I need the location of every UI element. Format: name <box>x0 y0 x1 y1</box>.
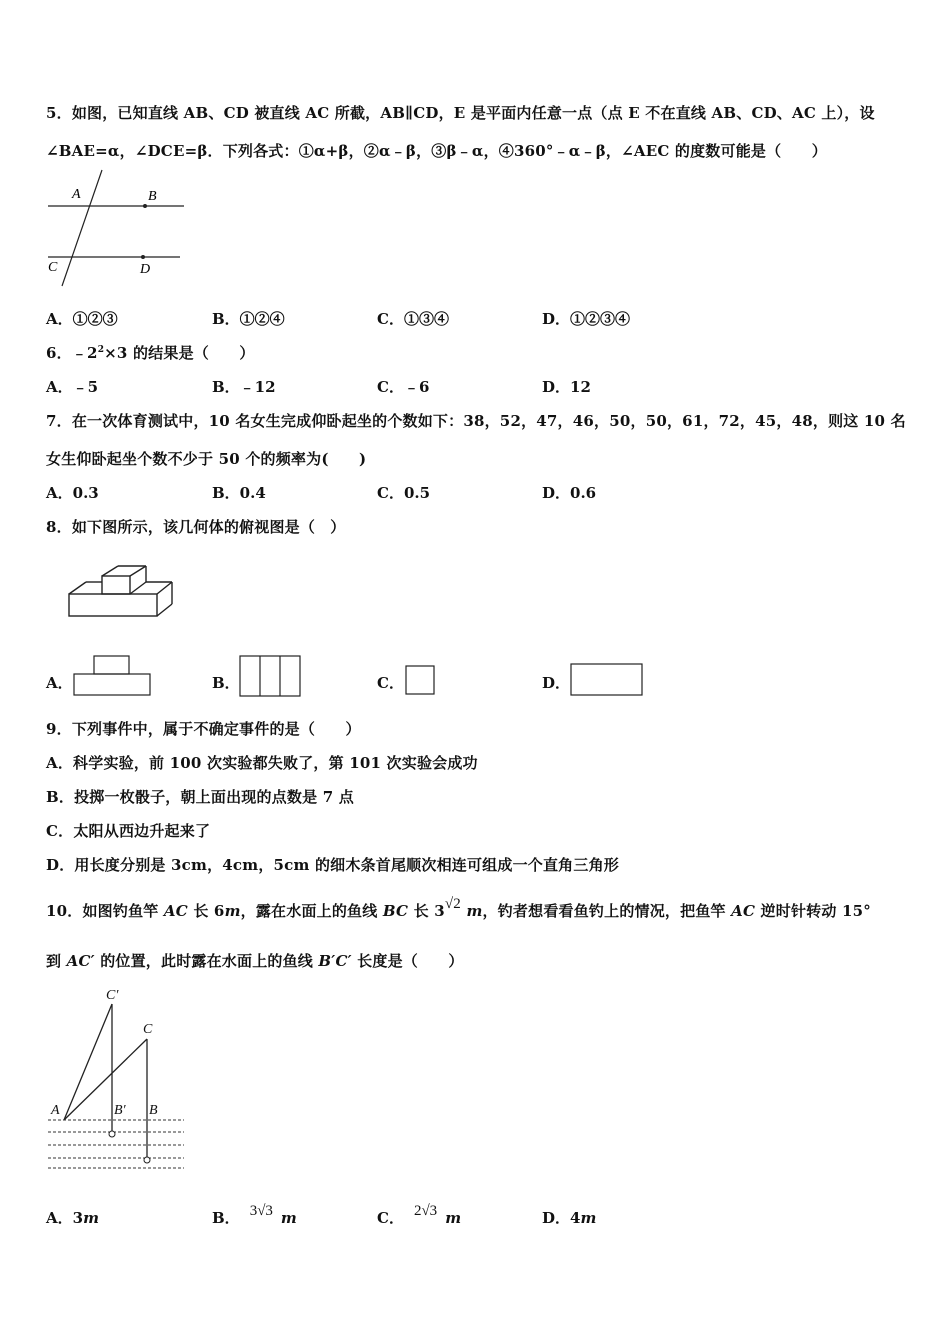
q10-option-c[interactable] <box>377 1203 462 1228</box>
q10-stem-line1 <box>46 896 871 921</box>
q10-t9: m <box>461 902 483 920</box>
q10-option-d[interactable] <box>542 1207 596 1228</box>
q6-stem-suffix: ×3 的结果是（ ） <box>104 344 255 362</box>
q5-stem-line2: ∠BAE=α，∠DCE=β．下列各式：①α+β，②α﹣β，③β﹣α，④360°﹣α﹣β，∠AEC 的度数可能是（ ） <box>46 142 827 160</box>
q6-option-c[interactable]: C．﹣6 <box>377 378 430 396</box>
q10-option-a-unit: m <box>83 1209 99 1227</box>
q10-label-c: C <box>143 1022 153 1037</box>
q7-option-b[interactable]: B．0.4 <box>212 484 266 502</box>
q10-option-c-value: 2√3 <box>413 1203 438 1219</box>
q9-option-c[interactable]: C．太阳从西边升起来了 <box>46 822 211 840</box>
q5-option-c[interactable]: C．①③④ <box>377 310 449 328</box>
q9-option-d[interactable]: D．用长度分别是 3cm，4cm，5cm 的细木条首尾顺次相连可组成一个直角三角形 <box>46 856 619 874</box>
q8-option-b-figure[interactable] <box>238 654 304 698</box>
q8-option-a[interactable]: A． <box>46 674 73 692</box>
q10-t5: ，露在水面上的鱼线 <box>240 902 383 920</box>
q5-label-c: C <box>48 260 58 275</box>
q5-option-a[interactable]: A．①②③ <box>46 310 118 328</box>
q7-option-a[interactable]: A．0.3 <box>46 484 99 502</box>
q10-option-a-text: A．3 <box>46 1209 84 1227</box>
q10-u2: AC′ <box>66 952 95 970</box>
q10-t7: 长 3 <box>408 902 445 920</box>
q10-option-b[interactable] <box>212 1203 297 1228</box>
q10-t11: AC <box>731 902 756 920</box>
q6-exponent: 2 <box>97 345 105 355</box>
q9-option-b[interactable]: B．投掷一枚骰子，朝上面出现的点数是 7 点 <box>46 788 354 806</box>
q10-label-b: B <box>149 1103 158 1118</box>
q5-label-b: B <box>148 189 157 204</box>
q5-label-a: A <box>72 187 81 202</box>
q10-t12: 逆时针转动 15° <box>755 902 871 920</box>
q10-label-b-prime: B′ <box>114 1103 126 1118</box>
q10-option-c-unit: m <box>445 1209 462 1227</box>
q8-option-d[interactable]: D． <box>542 674 571 692</box>
q8-option-a-figure[interactable] <box>72 654 154 698</box>
q5-option-b[interactable]: B．①②④ <box>212 310 285 328</box>
q10-figure <box>44 984 190 1174</box>
q5-figure <box>44 168 194 290</box>
q6-stem <box>46 342 255 363</box>
q10-stem-line2 <box>46 950 464 971</box>
q10-label-c-prime: C′ <box>106 988 119 1003</box>
q10-u1: 到 <box>46 952 67 970</box>
q10-label-a: A <box>51 1103 60 1118</box>
q7-stem-line2: 女生仰卧起坐个数不少于 50 个的频率为( ) <box>46 450 367 468</box>
q5-option-d[interactable]: D．①②③④ <box>542 310 631 328</box>
q6-option-b[interactable]: B．﹣12 <box>212 378 276 396</box>
q10-option-b-text: B． <box>212 1209 240 1227</box>
q7-stem-line1: 7．在一次体育测试中，10 名女生完成仰卧起坐的个数如下：38，52，47，46，50，50，61，72，45，48，则这 10 名 <box>46 412 906 430</box>
q8-option-d-figure[interactable] <box>569 662 645 698</box>
q8-stem: 8．如下图所示，该几何体的俯视图是（ ） <box>46 518 346 536</box>
q10-t1: 10．如图钓鱼竿 <box>46 902 164 920</box>
q10-t10: ，钓者想看看鱼钓上的情况，把鱼竿 <box>482 902 732 920</box>
q7-option-c[interactable]: C．0.5 <box>377 484 431 502</box>
q10-t6: BC <box>382 902 409 920</box>
q9-stem: 9．下列事件中，属于不确定事件的是（ ） <box>46 720 361 738</box>
q10-option-a[interactable] <box>46 1207 99 1228</box>
q10-option-b-value: 3√3 <box>249 1203 273 1219</box>
q7-option-d[interactable]: D．0.6 <box>542 484 597 502</box>
q10-option-c-text: C． <box>377 1209 404 1227</box>
q10-sqrt2: √2 <box>444 896 462 912</box>
q5-stem-line1: 5．如图，已知直线 AB、CD 被直线 AC 所截，AB∥CD，E 是平面内任意一点（点 E 不在直线 AB、CD、AC 上），设 <box>46 104 875 122</box>
q8-option-c-figure[interactable] <box>404 664 438 698</box>
q8-solid-figure <box>66 562 178 620</box>
q10-option-b-unit: m <box>280 1209 297 1227</box>
q10-option-d-text: D．4 <box>542 1209 581 1227</box>
q10-t3: 长 6 <box>187 902 225 920</box>
q6-stem-prefix: 6．﹣2 <box>46 344 98 362</box>
q10-t2: AC <box>163 902 188 920</box>
q8-option-b[interactable]: B． <box>212 674 240 692</box>
q10-u3: 的位置，此时露在水面上的鱼线 <box>94 952 319 970</box>
q9-option-a[interactable]: A．科学实验，前 100 次实验都失败了，第 101 次实验会成功 <box>46 754 478 772</box>
q10-t4: m <box>224 902 241 920</box>
q10-u4: B′C′ <box>318 952 352 970</box>
q6-option-a[interactable]: A．﹣5 <box>46 378 99 396</box>
q8-option-c[interactable]: C． <box>377 674 404 692</box>
q5-label-d: D <box>140 262 151 277</box>
q10-option-d-unit: m <box>580 1209 597 1227</box>
q6-option-d[interactable]: D．12 <box>542 378 591 396</box>
q10-u5: 长度是（ ） <box>351 952 464 970</box>
